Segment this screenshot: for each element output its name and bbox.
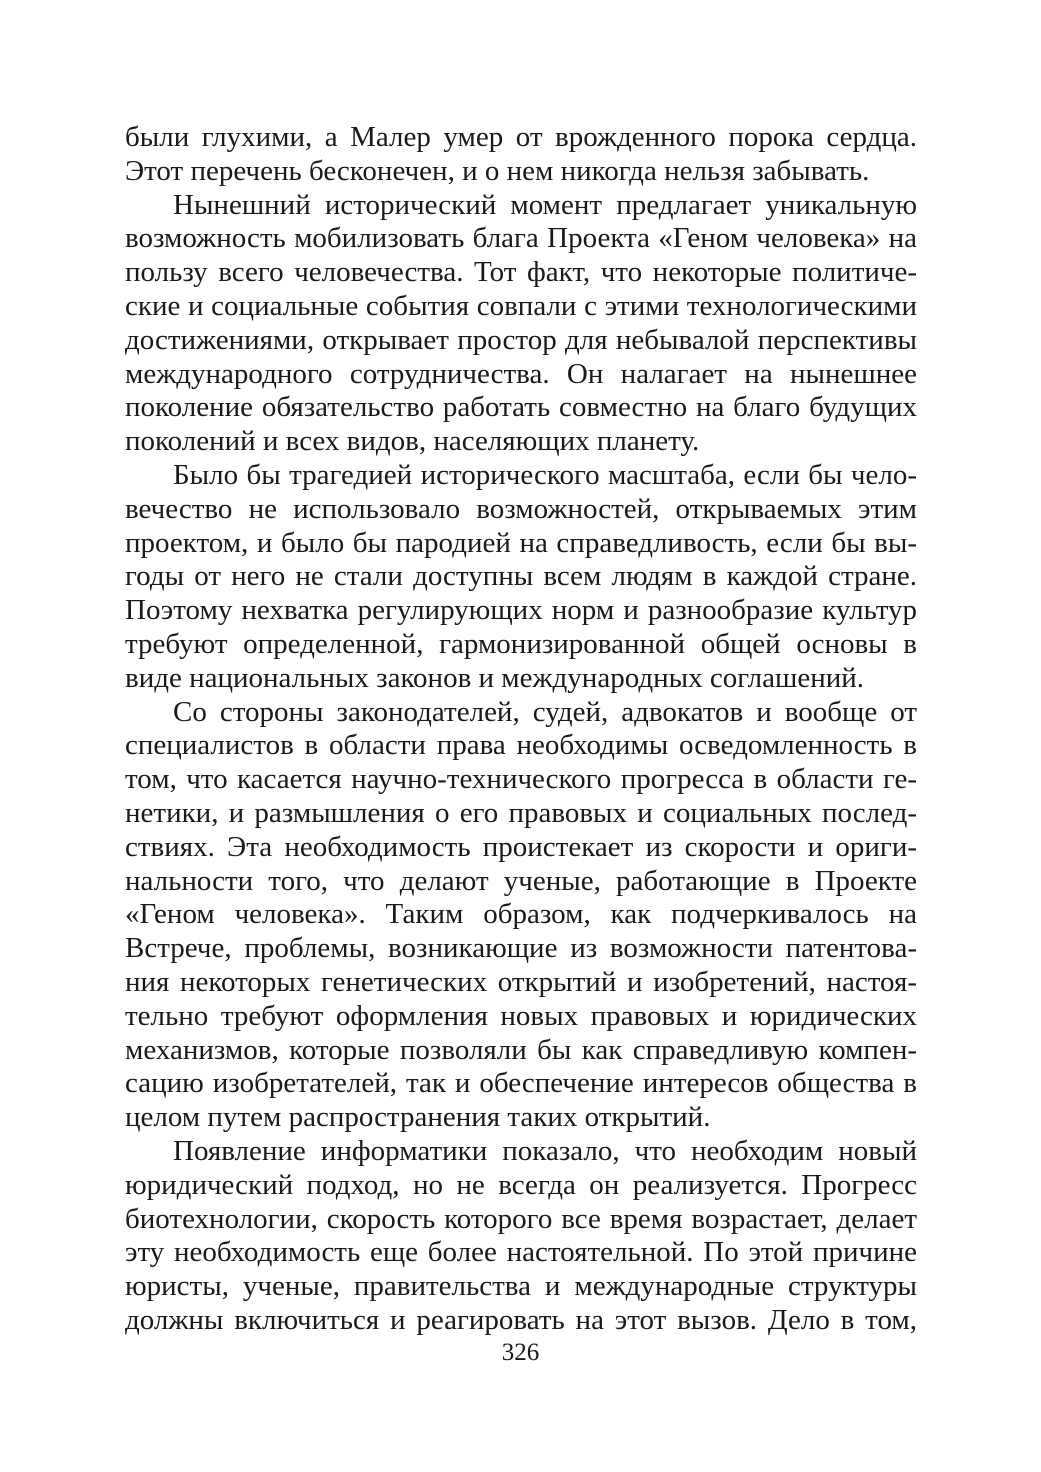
text-line: возможность мобилизовать блага Проекта «Геном человека» на [125, 222, 917, 255]
text-line: виде национальных законов и международных соглашений. [125, 661, 865, 694]
page-number: 326 [501, 1339, 540, 1366]
text-line: эту необходимость еще более настоятельной. По этой причине [125, 1236, 917, 1269]
text-line: нетики, и размышления о его правовых и социальных послед- [125, 796, 917, 829]
text-line: пользу всего человечества. Тот факт, что некоторые политиче- [125, 256, 917, 289]
text-line: Со стороны законодателей, судей, адвокатов и вообще от [173, 695, 917, 728]
text-line: ские и социальные события совпали с этими технологическими [125, 289, 917, 322]
text-line: юридический подход, но не всегда он реализуется. Прогресс [125, 1168, 917, 1201]
text-line: должны включиться и реагировать на этот вызов. Дело в том, [125, 1303, 917, 1336]
text-line: ствиях. Эта необходимость проистекает из скорости и ориги- [125, 830, 917, 863]
text-line: Было бы трагедией исторического масштаба, если бы чело- [173, 458, 917, 491]
text-line: требуют определенной, гармонизированной общей основы в [125, 627, 917, 660]
text-line: были глухими, а Малер умер от врожденного порока сердца. [125, 121, 917, 153]
text-line: том, что касается научно-технического прогресса в области ге- [125, 763, 917, 796]
text-line: Появление информатики показало, что необходим новый [173, 1134, 917, 1167]
text-line: годы от него не стали доступны всем людям в каждой стране. [125, 560, 917, 593]
text-line: целом путем распространения таких открытий. [125, 1101, 711, 1134]
text-line: поколение обязательство работать совместно на благо будущих [125, 391, 917, 424]
text-line: вечество не использовало возможностей, открываемых этим [125, 492, 917, 525]
text-line: юристы, ученые, правительства и международные структуры [125, 1270, 917, 1303]
text-line: тельно требуют оформления новых правовых и юридических [125, 999, 917, 1032]
text-line: Нынешний исторический момент предлагает уникальную [173, 188, 917, 221]
text-line: специалистов в области права необходимы осведомленность в [125, 729, 917, 762]
text-line: «Геном человека». Таким образом, как подчеркивалось на [125, 898, 917, 931]
text-line: достижениями, открывает простор для небывалой перспективы [125, 323, 917, 356]
text-line: биотехнологии, скорость которого все время возрастает, делает [125, 1202, 917, 1235]
text-line: ния некоторых генетических открытий и изобретений, настоя- [125, 965, 917, 998]
text-line: проектом, и было бы пародией на справедливость, если бы вы- [125, 526, 917, 559]
body-text [125, 121, 917, 1338]
text-line: поколений и всех видов, населяющих планету. [125, 425, 700, 458]
text-line: Поэтому нехватка регулирующих норм и разнообразие культур [125, 594, 917, 627]
text-line: международного сотрудничества. Он налагает на нынешнее [125, 357, 917, 390]
text-line: Этот перечень бесконечен, и о нем никогда нельзя забывать. [125, 154, 870, 187]
text-line: Встрече, проблемы, возникающие из возможности патентова- [125, 932, 917, 965]
text-line: сацию изобретателей, так и обеспечение интересов общества в [125, 1067, 917, 1100]
text-line: нальности того, что делают ученые, работающие в Проекте [125, 864, 917, 897]
text-line: механизмов, которые позволяли бы как справедливую компен- [125, 1033, 917, 1066]
